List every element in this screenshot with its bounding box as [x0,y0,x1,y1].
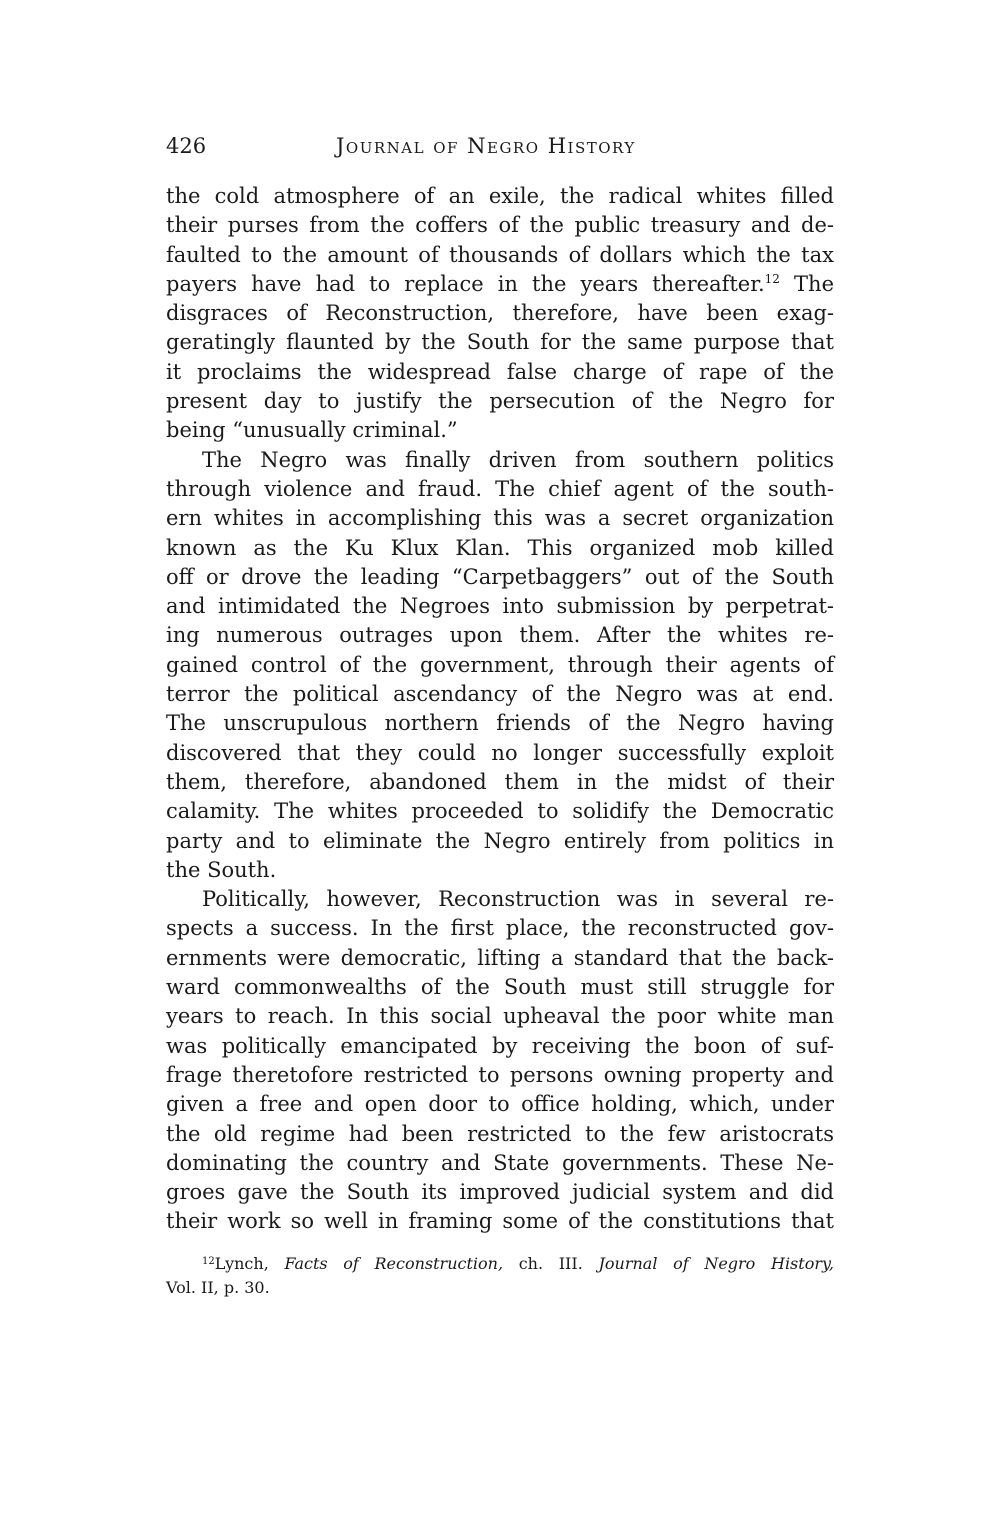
text-line [166,270,834,299]
page-header [166,134,834,164]
text-line: it proclaims the widespread false charge of rape of the [166,359,834,384]
footnotes [166,1252,834,1300]
text-line: disgraces of Reconstruction, therefore, have been exag- [166,301,834,326]
text-line: being “unusually criminal.” [166,418,458,443]
footnote-number: 12 [202,1256,215,1267]
text-line: present day to justify the persecution of the Negro for [166,389,834,414]
text-line: faulted to the amount of thousands of dollars which the tax [166,242,834,267]
footnote-journal: Journal of Negro History, [598,1254,834,1273]
text-line: terror the political ascendancy of the Negro was at end. [166,682,834,707]
text-line: through violence and fraud. The chief agent of the south- [166,476,834,501]
text-line: their purses from the coffers of the public treasury and de- [166,213,834,238]
text-line: years to reach. In this social upheaval the poor white man [166,1004,834,1029]
text-line: ern whites in accomplishing this was a secret organization [166,506,834,531]
text-line: groes gave the South its improved judicial system and did [166,1180,834,1205]
running-title: Journal of Negro History [336,134,636,158]
text-line: ernments were democratic, lifting a standard that the back- [166,945,834,970]
text-line: Politically, however, Reconstruction was in several re- [202,887,834,912]
text-line: known as the Ku Klux Klan. This organized mob killed [166,535,834,560]
body-text [166,182,834,1237]
footnote [166,1252,834,1276]
footnote-chapter: ch. III. [518,1254,583,1273]
text-line: dominating the country and State governments. These Ne- [166,1150,834,1175]
text-line: them, therefore, abandoned them in the midst of their [166,769,834,794]
footnote-reference: 12 [764,271,780,286]
text-line: given a free and open door to office holding, which, under [166,1092,834,1117]
text-line: off or drove the leading “Carpetbaggers” out of the South [166,564,834,589]
text-line: and intimidated the Negroes into submission by perpetrat- [166,594,834,619]
footnote-title: Facts of Reconstruction, [284,1254,504,1273]
text-line: geratingly flaunted by the South for the same purpose that [166,330,834,355]
text-line: gained control of the government, through their agents of [166,652,834,677]
text-segment: The [794,271,834,296]
text-line: calamity. The whites proceeded to solidify the Democratic [166,799,834,824]
text-segment: payers have had to replace in the years thereafter. [166,271,765,296]
text-line: was politically emancipated by receiving the boon of suf- [166,1033,834,1058]
text-line: spects a success. In the first place, the reconstructed gov- [166,916,834,941]
text-line: frage theretofore restricted to persons owning property and [166,1062,834,1087]
text-line: The unscrupulous northern friends of the Negro having [166,711,834,736]
text-line: party and to eliminate the Negro entirely from politics in [166,828,834,853]
text-line: the cold atmosphere of an exile, the radical whites filled [166,184,834,208]
text-line: ward commonwealths of the South must still struggle for [166,975,834,1000]
text-line: ing numerous outrages upon them. After the whites re- [166,623,834,648]
footnote-author: Lynch, [214,1254,269,1273]
text-line: discovered that they could no longer successfully exploit [166,740,834,765]
text-line: the South. [166,857,277,882]
footnote-continuation: Vol. II, p. 30. [166,1278,270,1297]
text-line: the old regime had been restricted to the few aristocrats [166,1121,834,1146]
text-line: The Negro was finally driven from southern politics [202,447,834,472]
text-line: their work so well in framing some of the constitutions that [166,1209,834,1234]
page-number: 426 [166,134,207,158]
